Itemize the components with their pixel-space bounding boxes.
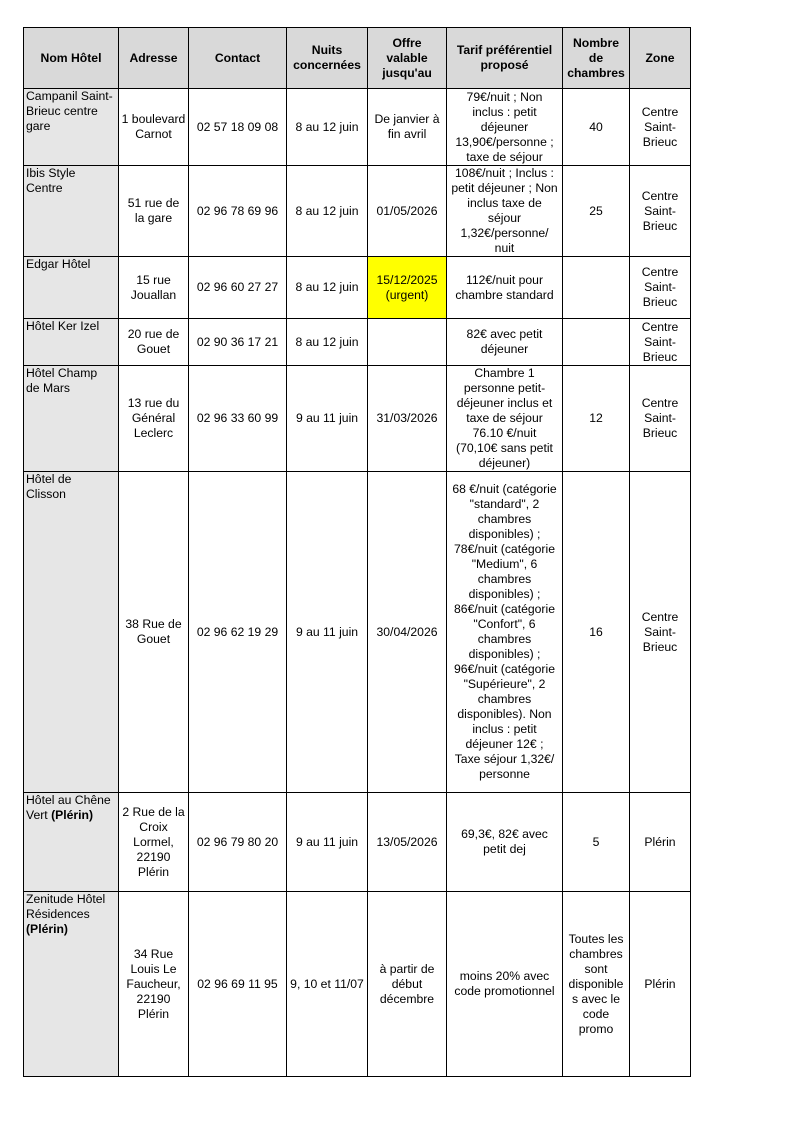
hotel-rate: 108€/nuit ; Inclus : petit déjeuner ; Non inclus taxe de séjour 1,32€/personne/ nuit — [447, 166, 563, 257]
hotel-address: 2 Rue de la Croix Lormel, 22190 Plérin — [119, 793, 189, 892]
header-offre: Offre valable jusqu'au — [368, 28, 447, 89]
hotel-contact: 02 96 33 60 99 — [189, 366, 287, 472]
hotel-nights: 8 au 12 juin — [287, 89, 368, 166]
hotel-zone: Centre Saint- Brieuc — [630, 472, 691, 793]
header-row — [24, 28, 691, 89]
hotel-offer-valid: 30/04/2026 — [368, 472, 447, 793]
hotel-offer-valid: De janvier à fin avril — [368, 89, 447, 166]
header-nom: Nom Hôtel — [24, 28, 119, 89]
hotel-offer-valid: à partir de début décembre — [368, 892, 447, 1077]
hotel-rooms — [563, 319, 630, 366]
hotel-rate: Chambre 1 personne petit- déjeuner inclus et taxe de séjour 76.10 €/nuit (70,10€ sans petit déjeuner) — [447, 366, 563, 472]
hotel-contact: 02 90 36 17 21 — [189, 319, 287, 366]
hotel-name: Hôtel au Chêne Vert (Plérin) — [24, 793, 119, 892]
hotel-contact: 02 96 69 11 95 — [189, 892, 287, 1077]
hotel-address: 15 rue Jouallan — [119, 257, 189, 319]
hotel-contact: 02 96 62 19 29 — [189, 472, 287, 793]
hotel-rate: 69,3€, 82€ avec petit dej — [447, 793, 563, 892]
hotel-nights: 8 au 12 juin — [287, 166, 368, 257]
hotel-name: Hôtel de Clisson — [24, 472, 119, 793]
table-row — [24, 257, 691, 319]
hotel-address: 13 rue du Général Leclerc — [119, 366, 189, 472]
table-row — [24, 793, 691, 892]
hotel-offer-valid: 13/05/2026 — [368, 793, 447, 892]
hotel-rooms: 25 — [563, 166, 630, 257]
header-chambres: Nombre de chambres — [563, 28, 630, 89]
hotel-zone: Centre Saint- Brieuc — [630, 257, 691, 319]
hotel-zone: Centre Saint- Brieuc — [630, 166, 691, 257]
hotel-rooms: 5 — [563, 793, 630, 892]
hotel-zone: Centre Saint- Brieuc — [630, 319, 691, 366]
hotel-offer-valid: 31/03/2026 — [368, 366, 447, 472]
hotel-name: Campanil Saint- Brieuc centre gare — [24, 89, 119, 166]
hotel-offer-valid-urgent: 15/12/2025 (urgent) — [368, 257, 447, 319]
table-row — [24, 89, 691, 166]
hotel-rate: 112€/nuit pour chambre standard — [447, 257, 563, 319]
header-adresse: Adresse — [119, 28, 189, 89]
hotel-rate: moins 20% avec code promotionnel — [447, 892, 563, 1077]
hotel-address: 51 rue de la gare — [119, 166, 189, 257]
hotel-nights: 8 au 12 juin — [287, 319, 368, 366]
hotel-address: 1 boulevard Carnot — [119, 89, 189, 166]
hotel-name: Edgar Hôtel — [24, 257, 119, 319]
hotel-rooms — [563, 257, 630, 319]
hotel-address: 20 rue de Gouet — [119, 319, 189, 366]
hotel-nights: 9 au 11 juin — [287, 793, 368, 892]
hotel-offer-valid — [368, 319, 447, 366]
hotel-name: Hôtel Ker Izel — [24, 319, 119, 366]
hotel-name: Zenitude Hôtel Résidences (Plérin) — [24, 892, 119, 1077]
hotel-rate: 82€ avec petit déjeuner — [447, 319, 563, 366]
table-row — [24, 166, 691, 257]
hotel-nights: 9 au 11 juin — [287, 366, 368, 472]
hotel-name: Ibis Style Centre — [24, 166, 119, 257]
header-contact: Contact — [189, 28, 287, 89]
table-row — [24, 319, 691, 366]
hotel-nights: 9, 10 et 11/07 — [287, 892, 368, 1077]
hotel-rate: 79€/nuit ; Non inclus : petit déjeuner 13,90€/personne ; taxe de séjour — [447, 89, 563, 166]
hotel-address: 34 Rue Louis Le Faucheur, 22190 Plérin — [119, 892, 189, 1077]
hotel-rooms: 16 — [563, 472, 630, 793]
hotel-rooms: Toutes les chambres sont disponible s avec le code promo — [563, 892, 630, 1077]
hotel-table — [23, 27, 691, 1077]
hotel-rate: 68 €/nuit (catégorie "standard", 2 chambres disponibles) ; 78€/nuit (catégorie "Medium", 6 chambres disponibles) ; 86€/nuit (catégorie "Confort", 6 chambres disponibles) ; 96€/nuit (catégorie "Supérieure", 2 chambres disponibles). Non inclus : petit déjeuner 12€ ; Taxe séjour 1,32€/ personne — [447, 472, 563, 793]
header-tarif: Tarif préférentiel proposé — [447, 28, 563, 89]
hotel-zone: Plérin — [630, 892, 691, 1077]
hotel-contact: 02 57 18 09 08 — [189, 89, 287, 166]
hotel-nights: 9 au 11 juin — [287, 472, 368, 793]
hotel-rooms: 40 — [563, 89, 630, 166]
hotel-contact: 02 96 79 80 20 — [189, 793, 287, 892]
table-row — [24, 892, 691, 1077]
hotel-address: 38 Rue de Gouet — [119, 472, 189, 793]
hotel-offer-valid: 01/05/2026 — [368, 166, 447, 257]
hotel-rooms: 12 — [563, 366, 630, 472]
hotel-zone: Centre Saint- Brieuc — [630, 89, 691, 166]
table-row — [24, 366, 691, 472]
header-nuits: Nuits concernées — [287, 28, 368, 89]
header-zone: Zone — [630, 28, 691, 89]
table-row — [24, 472, 691, 793]
hotel-zone: Centre Saint- Brieuc — [630, 366, 691, 472]
hotel-contact: 02 96 60 27 27 — [189, 257, 287, 319]
hotel-name: Hôtel Champ de Mars — [24, 366, 119, 472]
hotel-contact: 02 96 78 69 96 — [189, 166, 287, 257]
hotel-nights: 8 au 12 juin — [287, 257, 368, 319]
hotel-zone: Plérin — [630, 793, 691, 892]
